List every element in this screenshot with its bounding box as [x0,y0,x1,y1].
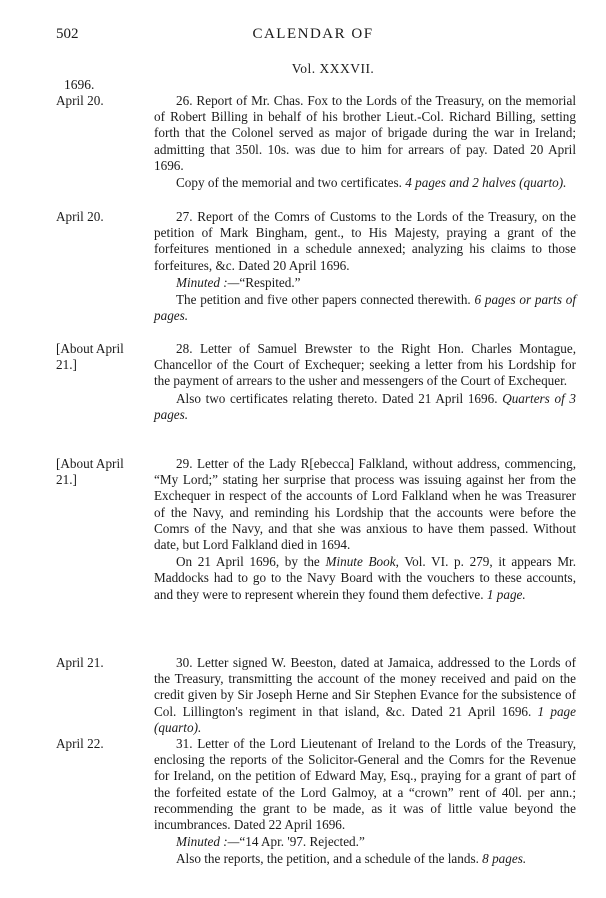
page-count: 1 page (quarto). [154,703,576,735]
page-count: 8 pages. [482,851,527,867]
entry-date: April 21. [56,655,104,670]
entry-29 [56,456,576,603]
entry-text: 29. Letter of the Lady R[ebecca] Falkland, without address, commencing, “My Lord;” stating her surprise that process was issuing against her from the Exchequer in respect of the accounts of Lord Falkland when he was Treasurer of the Navy, and reminding his Lordship that the accounts were before the Comrs of the Navy, and that she was anxious to have them passed. Without date, but Lord Falkland died in 1694. [154,456,576,553]
minute-book-ref: Minute Book [325,554,396,570]
entry-body [154,456,576,603]
entry-date: April 22. [56,736,104,751]
entry-31 [56,736,576,868]
entry-date: [About April 21.] [56,341,124,373]
entry-text: 31. Letter of the Lord Lieutenant of Ireland to the Lords of the Treasury, enclosing the reports of the Solicitor-General and the Comrs for the Revenue for Ireland, on the petition of Edward May, Esq., praying for a grant of part of the forfeited estate of the Lord Galmoy, at a “crown” rent of 40l. per ann.; recommending the grant to be made, as it was of little value beyond the incumbrances. Dated 22 April 1696. [154,736,576,833]
entry-body [154,93,576,191]
year-marginal: 1696. [64,77,95,92]
page-header [56,26,570,50]
entry-text: 28. Letter of Samuel Brewster to the Right Hon. Charles Montague, Chancellor of the Court of Exchequer; seeking a letter from his Lordship for the payment of arrears to the usher and messengers of the Court of Exchequer. [154,341,576,389]
page-number: 502 [56,26,79,42]
entry-body [154,341,576,423]
volume-heading: Vol. XXXVII. [291,61,375,76]
entry-30 [56,655,576,736]
entry-28 [56,341,576,423]
page-count: Quarters of 3 pages. [154,390,576,422]
minuted-note [154,834,576,850]
entry-note: The petition and five other papers connected therewith. 6 pages or parts of pages. [154,292,577,324]
running-head: CALENDAR OF [252,26,374,42]
minuted-label: Minuted :— [176,274,240,290]
entry-note: Also two certificates relating thereto. Dated 21 April 1696. Quarters of 3 pages. [154,390,576,422]
minuted-text: “Respited.” [239,274,301,290]
minuted-note [154,275,576,291]
entry-note: On 21 April 1696, by the Minute Book, Vol. VI. p. 279, it appears Mr. Maddocks had to go to the Navy Board with the vouchers to these accounts, and they were to represent wherein they found them defective. 1 page. [154,554,577,602]
minuted-label: Minuted :— [176,834,240,850]
entry-date: [About April 21.] [56,456,124,488]
entry-26 [56,93,576,191]
entry-note: Also the reports, the petition, and a schedule of the lands. 8 pages. [176,851,527,867]
entry-note: Copy of the memorial and two certificates. 4 pages and 2 halves (quarto). [176,175,567,191]
entry-body [154,655,576,736]
entry-body [154,209,576,324]
page-count: 1 page. [486,586,526,602]
entry-date: April 20. [56,209,104,224]
page-count: 6 pages or parts of pages. [154,292,577,324]
entry-text: 26. Report of Mr. Chas. Fox to the Lords of the Treasury, on the memorial of Robert Billing in behalf of his brother Lieut.-Col. Richard Billing, setting forth that the Colonel served as major of brigade during the war in Ireland; admitting that 350l. 10s. was due to him for arrears of pay. Dated 20 April 1696. [154,93,576,173]
entry-date: April 20. [56,93,104,108]
entry-body [154,736,576,868]
minuted-text: “14 Apr. '97. Rejected.” [239,834,365,850]
entry-text: 30. Letter signed W. Beeston, dated at Jamaica, addressed to the Lords of the Treasury, transmitting the account of the money received and paid on the credit given by Sir Joseph Herne and Sir Stephen Evance for the subsistence of Col. Lillington's regiment in that island, &c. Dated 21 April 1696. 1 page (quarto). [154,655,576,735]
page-count: 4 pages and 2 halves (quarto). [405,175,567,191]
entry-27 [56,209,576,324]
entry-text: 27. Report of the Comrs of Customs to the Lords of the Treasury, on the petition of Mark Bingham, gent., to His Majesty, praying a grant of the forfeitures mentioned in a schedule annexed; analyzing his claims to those forfeitures, &c. Dated 20 April 1696. [154,209,576,273]
